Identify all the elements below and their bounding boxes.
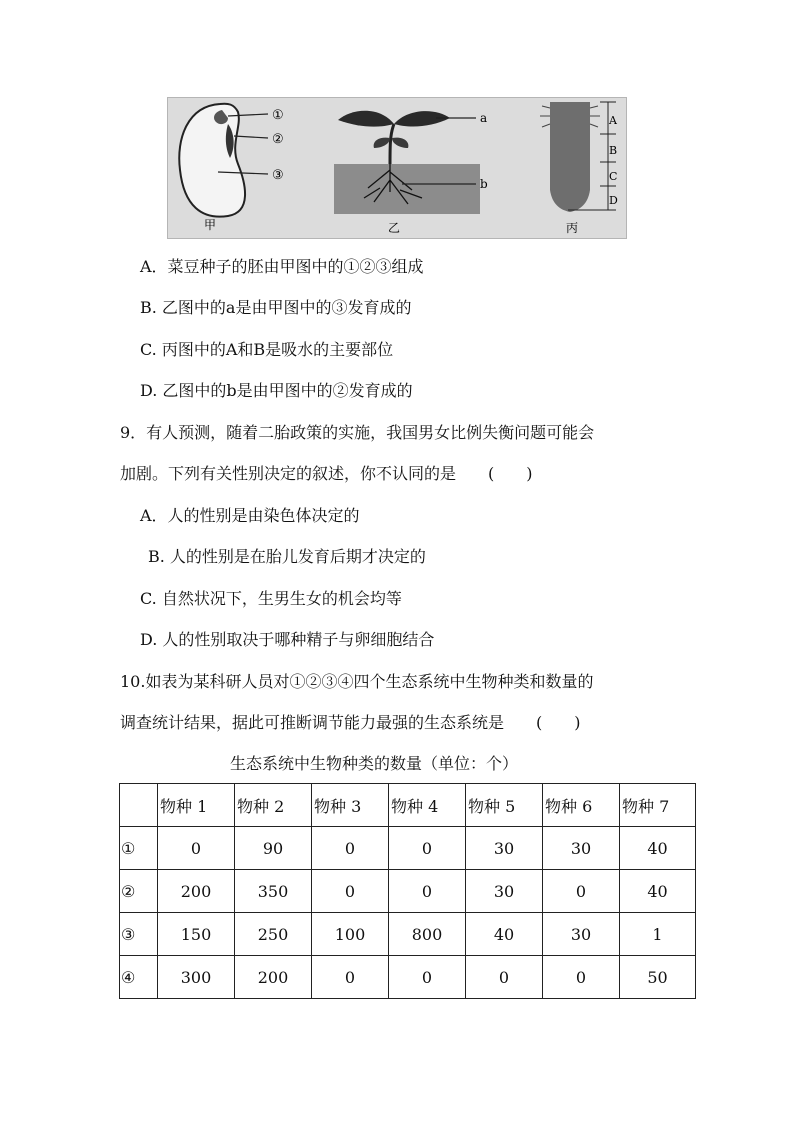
- bean-seed-drawing: [179, 104, 268, 217]
- row-label: ①: [120, 827, 158, 870]
- table-cell: 350: [235, 870, 312, 913]
- row-label: ②: [120, 870, 158, 913]
- table-cell: 30: [543, 827, 620, 870]
- table-cell: 50: [620, 956, 696, 999]
- table-cell: 200: [158, 870, 235, 913]
- table-cell: 0: [543, 956, 620, 999]
- q9-option-a: A．人的性别是由染色体决定的: [140, 506, 360, 525]
- table-cell: 30: [543, 913, 620, 956]
- q10-stem-line1: 10.如表为某科研人员对①②③④四个生态系统中生物种类和数量的: [120, 672, 594, 691]
- row-label: ③: [120, 913, 158, 956]
- table-cell: 30: [466, 870, 543, 913]
- seedling-label-a: a: [480, 111, 488, 125]
- root-label-A: A: [609, 114, 617, 127]
- table-cell: 0: [312, 956, 389, 999]
- seed-caption: 甲: [204, 218, 217, 232]
- root-label-D: D: [609, 194, 618, 207]
- root-tip-drawing: [540, 102, 616, 212]
- q9-stem-line2: 加剧。下列有关性别决定的叙述，你不认同的是 ( ): [120, 464, 533, 483]
- seedling-drawing: [334, 111, 480, 214]
- q8-option-d: D. 乙图中的b是由甲图中的②发育成的: [140, 381, 413, 400]
- table-cell: 1: [620, 913, 696, 956]
- table-cell: 0: [466, 956, 543, 999]
- q9-option-d: D. 人的性别取决于哪种精子与卵细胞结合: [140, 630, 435, 649]
- table-cell: 0: [389, 956, 466, 999]
- seed-label-2: ②: [272, 132, 284, 147]
- table-row: [120, 870, 696, 913]
- q8-option-b: B. 乙图中的a是由甲图中的③发育成的: [140, 298, 412, 317]
- table-cell: 0: [389, 827, 466, 870]
- table-cell: 40: [620, 827, 696, 870]
- header-cell: [120, 784, 158, 827]
- q9-option-b: B. 人的性别是在胎儿发育后期才决定的: [148, 547, 426, 566]
- root-caption: 丙: [566, 221, 579, 235]
- seedling-caption: 乙: [388, 221, 401, 235]
- q8-option-a: A．菜豆种子的胚由甲图中的①②③组成: [140, 257, 424, 276]
- row-label: ④: [120, 956, 158, 999]
- table-cell: 300: [158, 956, 235, 999]
- q8-option-c: C. 丙图中的A和B是吸水的主要部位: [140, 340, 394, 359]
- header-cell: 物种 3: [312, 784, 389, 827]
- species-table: [119, 783, 696, 999]
- plant-diagram-svg: [168, 98, 628, 240]
- table-cell: 100: [312, 913, 389, 956]
- header-cell: 物种 5: [466, 784, 543, 827]
- q9-option-c: C. 自然状况下，生男生女的机会均等: [140, 589, 402, 608]
- table-cell: 200: [235, 956, 312, 999]
- seedling-label-b: b: [480, 177, 488, 191]
- table-cell: 0: [312, 827, 389, 870]
- seed-label-1: ①: [272, 108, 284, 123]
- root-label-B: B: [609, 144, 618, 157]
- table-header-row: [120, 784, 696, 827]
- table-cell: 0: [312, 870, 389, 913]
- header-cell: 物种 2: [235, 784, 312, 827]
- table-row: [120, 956, 696, 999]
- header-cell: 物种 1: [158, 784, 235, 827]
- table-cell: 40: [466, 913, 543, 956]
- table-cell: 0: [543, 870, 620, 913]
- table-cell: 30: [466, 827, 543, 870]
- table-cell: 0: [389, 870, 466, 913]
- root-label-C: C: [609, 170, 618, 183]
- table-row: [120, 913, 696, 956]
- table-cell: 250: [235, 913, 312, 956]
- header-cell: 物种 7: [620, 784, 696, 827]
- plant-diagram: [167, 97, 627, 239]
- table-row: [120, 827, 696, 870]
- seed-label-3: ③: [272, 168, 284, 183]
- header-cell: 物种 4: [389, 784, 466, 827]
- table-cell: 150: [158, 913, 235, 956]
- q10-stem-line2: 调查统计结果，据此可推断调节能力最强的生态系统是 ( ): [120, 713, 581, 732]
- table-cell: 90: [235, 827, 312, 870]
- table-cell: 800: [389, 913, 466, 956]
- header-cell: 物种 6: [543, 784, 620, 827]
- table-caption: 生态系统中生物种类的数量（单位：个）: [230, 754, 519, 773]
- table-cell: 40: [620, 870, 696, 913]
- table-cell: 0: [158, 827, 235, 870]
- q9-stem-line1: 9．有人预测，随着二胎政策的实施，我国男女比例失衡问题可能会: [120, 423, 595, 442]
